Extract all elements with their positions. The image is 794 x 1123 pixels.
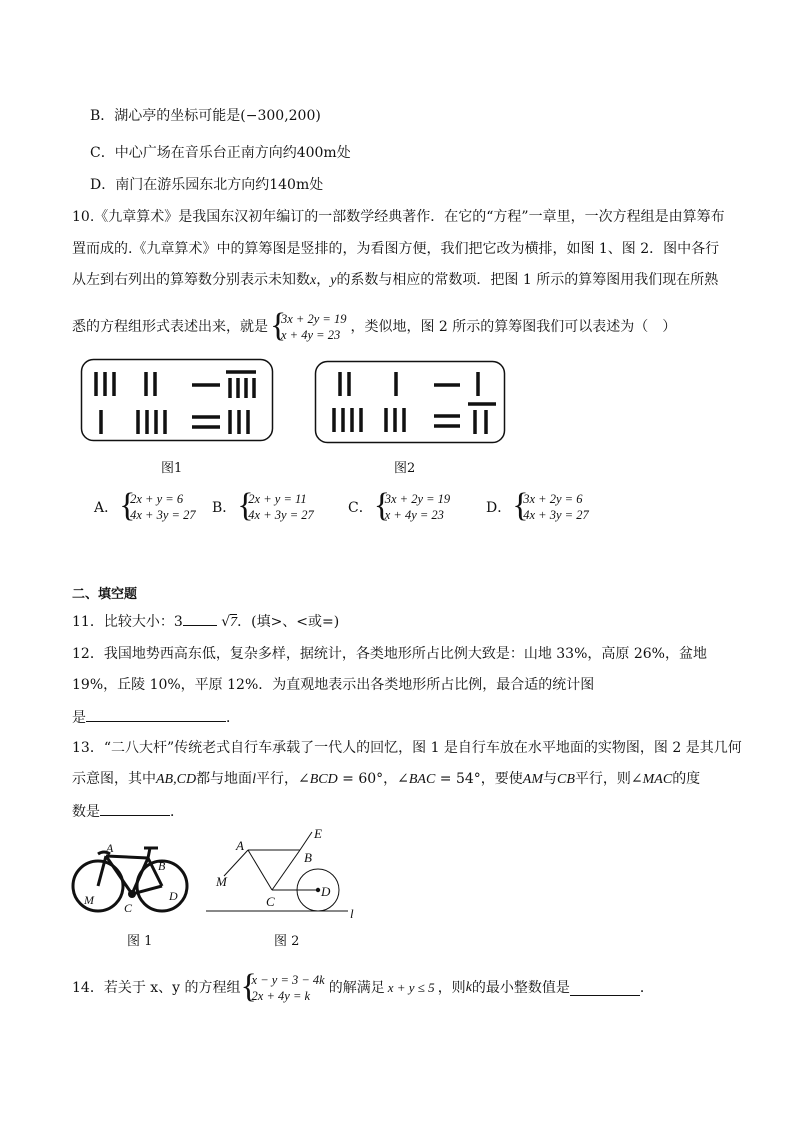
bicycle-illustration <box>70 842 194 916</box>
q10-example-system: { 3x + 2y = 19 x + 4y = 23 <box>272 311 346 343</box>
q10-option-b: B． { 2x + y = 11 4x + 3y = 27 <box>212 491 314 523</box>
bicycle-geometry-diagram <box>200 826 360 926</box>
q10-line-1: 10.《九章算术》是我国东汉初年编订的一部数学经典著作．在它的“方程”一章里，一次方程组是由算筹布 <box>72 209 725 225</box>
q10-option-d: D． { 3x + 2y = 6 4x + 3y = 27 <box>486 491 589 523</box>
svg-text:M: M <box>216 874 227 889</box>
q12-answer-blank[interactable] <box>86 707 226 722</box>
svg-text:C: C <box>266 894 275 909</box>
section-heading: 二、填空题 <box>72 587 138 602</box>
var-x: x <box>310 273 317 288</box>
q10-line-3: 从左到右列出的算筹数分别表示未知数x，y的系数与相应的常数项．把图 1 所示的算筹图用我们现在所熟 <box>72 272 719 288</box>
q10-line-4: 悉的方程组形式表述出来，就是 { 3x + 2y = 19 x + 4y = 23 ，类似地，图 2 所示的算筹图我们可以表述为（ ） <box>72 311 676 343</box>
svg-text:E: E <box>314 826 322 841</box>
q9-option-b: B．湖心亭的坐标可能是(−300,200) <box>90 108 321 124</box>
q14-system: { x − y = 3 − 4k 2x + 4y = k <box>243 972 325 1004</box>
svg-text:A: A <box>236 838 244 853</box>
counting-rod-figure-2 <box>314 360 506 444</box>
figure-1-caption: 图1 <box>161 461 183 476</box>
q10-option-c: C． { 3x + 2y = 19 x + 4y = 23 <box>348 491 450 523</box>
svg-text:A: A <box>106 842 114 855</box>
q12-line-1: 12．我国地势西高东低，复杂多样，据统计，各类地形所占比例大致是：山地 33%，高原 26%，盆地 <box>72 646 707 662</box>
q13-line-2: 示意图，其中AB,CD都与地面l平行，∠BCD = 60°，∠BAC = 54°，要使AM与CB平行，则∠MAC的度 <box>72 771 701 787</box>
svg-text:l: l <box>350 906 354 921</box>
q12-line-3: 是 ． <box>72 707 240 728</box>
figure-2-caption: 图2 <box>394 461 416 476</box>
q11: 11．比较大小：3 √7．(填>、<或=) <box>72 611 339 633</box>
q11-answer-blank[interactable] <box>183 611 217 626</box>
q13-line-1: 13．“二八大杆”传统老式自行车承载了一代人的回忆，图 1 是自行车放在水平地面的实物图，图 2 是其几何 <box>72 740 742 756</box>
q13-answer-blank[interactable] <box>100 801 170 816</box>
svg-text:B: B <box>304 850 312 865</box>
q10-line-2: 置而成的.《九章算术》中的算筹图是竖排的，为看图方便，我们把它改为横排，如图 1、图 2．图中各行 <box>72 241 720 257</box>
q9-option-c: C．中心广场在音乐台正南方向约400m处 <box>90 145 351 161</box>
q12-line-2: 19%，丘陵 10%，平原 12%．为直观地表示出各类地形所占比例，最合适的统计图 <box>72 677 595 693</box>
sqrt-symbol: √ <box>221 614 231 630</box>
svg-text:M: M <box>84 893 94 907</box>
q14: 14．若关于 x、y 的方程组 { x − y = 3 − 4k 2x + 4y = k 的解满足 x + y ≤ 5 ，则 k 的最小整数值是 ． <box>72 972 654 1004</box>
counting-rod-figure-1 <box>80 358 274 442</box>
svg-text:D: D <box>321 884 331 899</box>
q14-answer-blank[interactable] <box>570 981 640 996</box>
svg-text:C: C <box>124 901 133 915</box>
q9-option-d: D．南门在游乐园东北方向约140m处 <box>90 177 324 193</box>
q10-option-a: A． { 2x + y = 6 4x + 3y = 27 <box>94 491 196 523</box>
q13-figure-2-caption: 图 2 <box>274 934 300 949</box>
svg-text:D: D <box>169 889 178 903</box>
var-y: y <box>330 273 337 288</box>
q13-line-3: 数是 ． <box>72 801 184 822</box>
svg-text:B: B <box>158 859 166 873</box>
q13-figure-1-caption: 图 1 <box>127 934 153 949</box>
